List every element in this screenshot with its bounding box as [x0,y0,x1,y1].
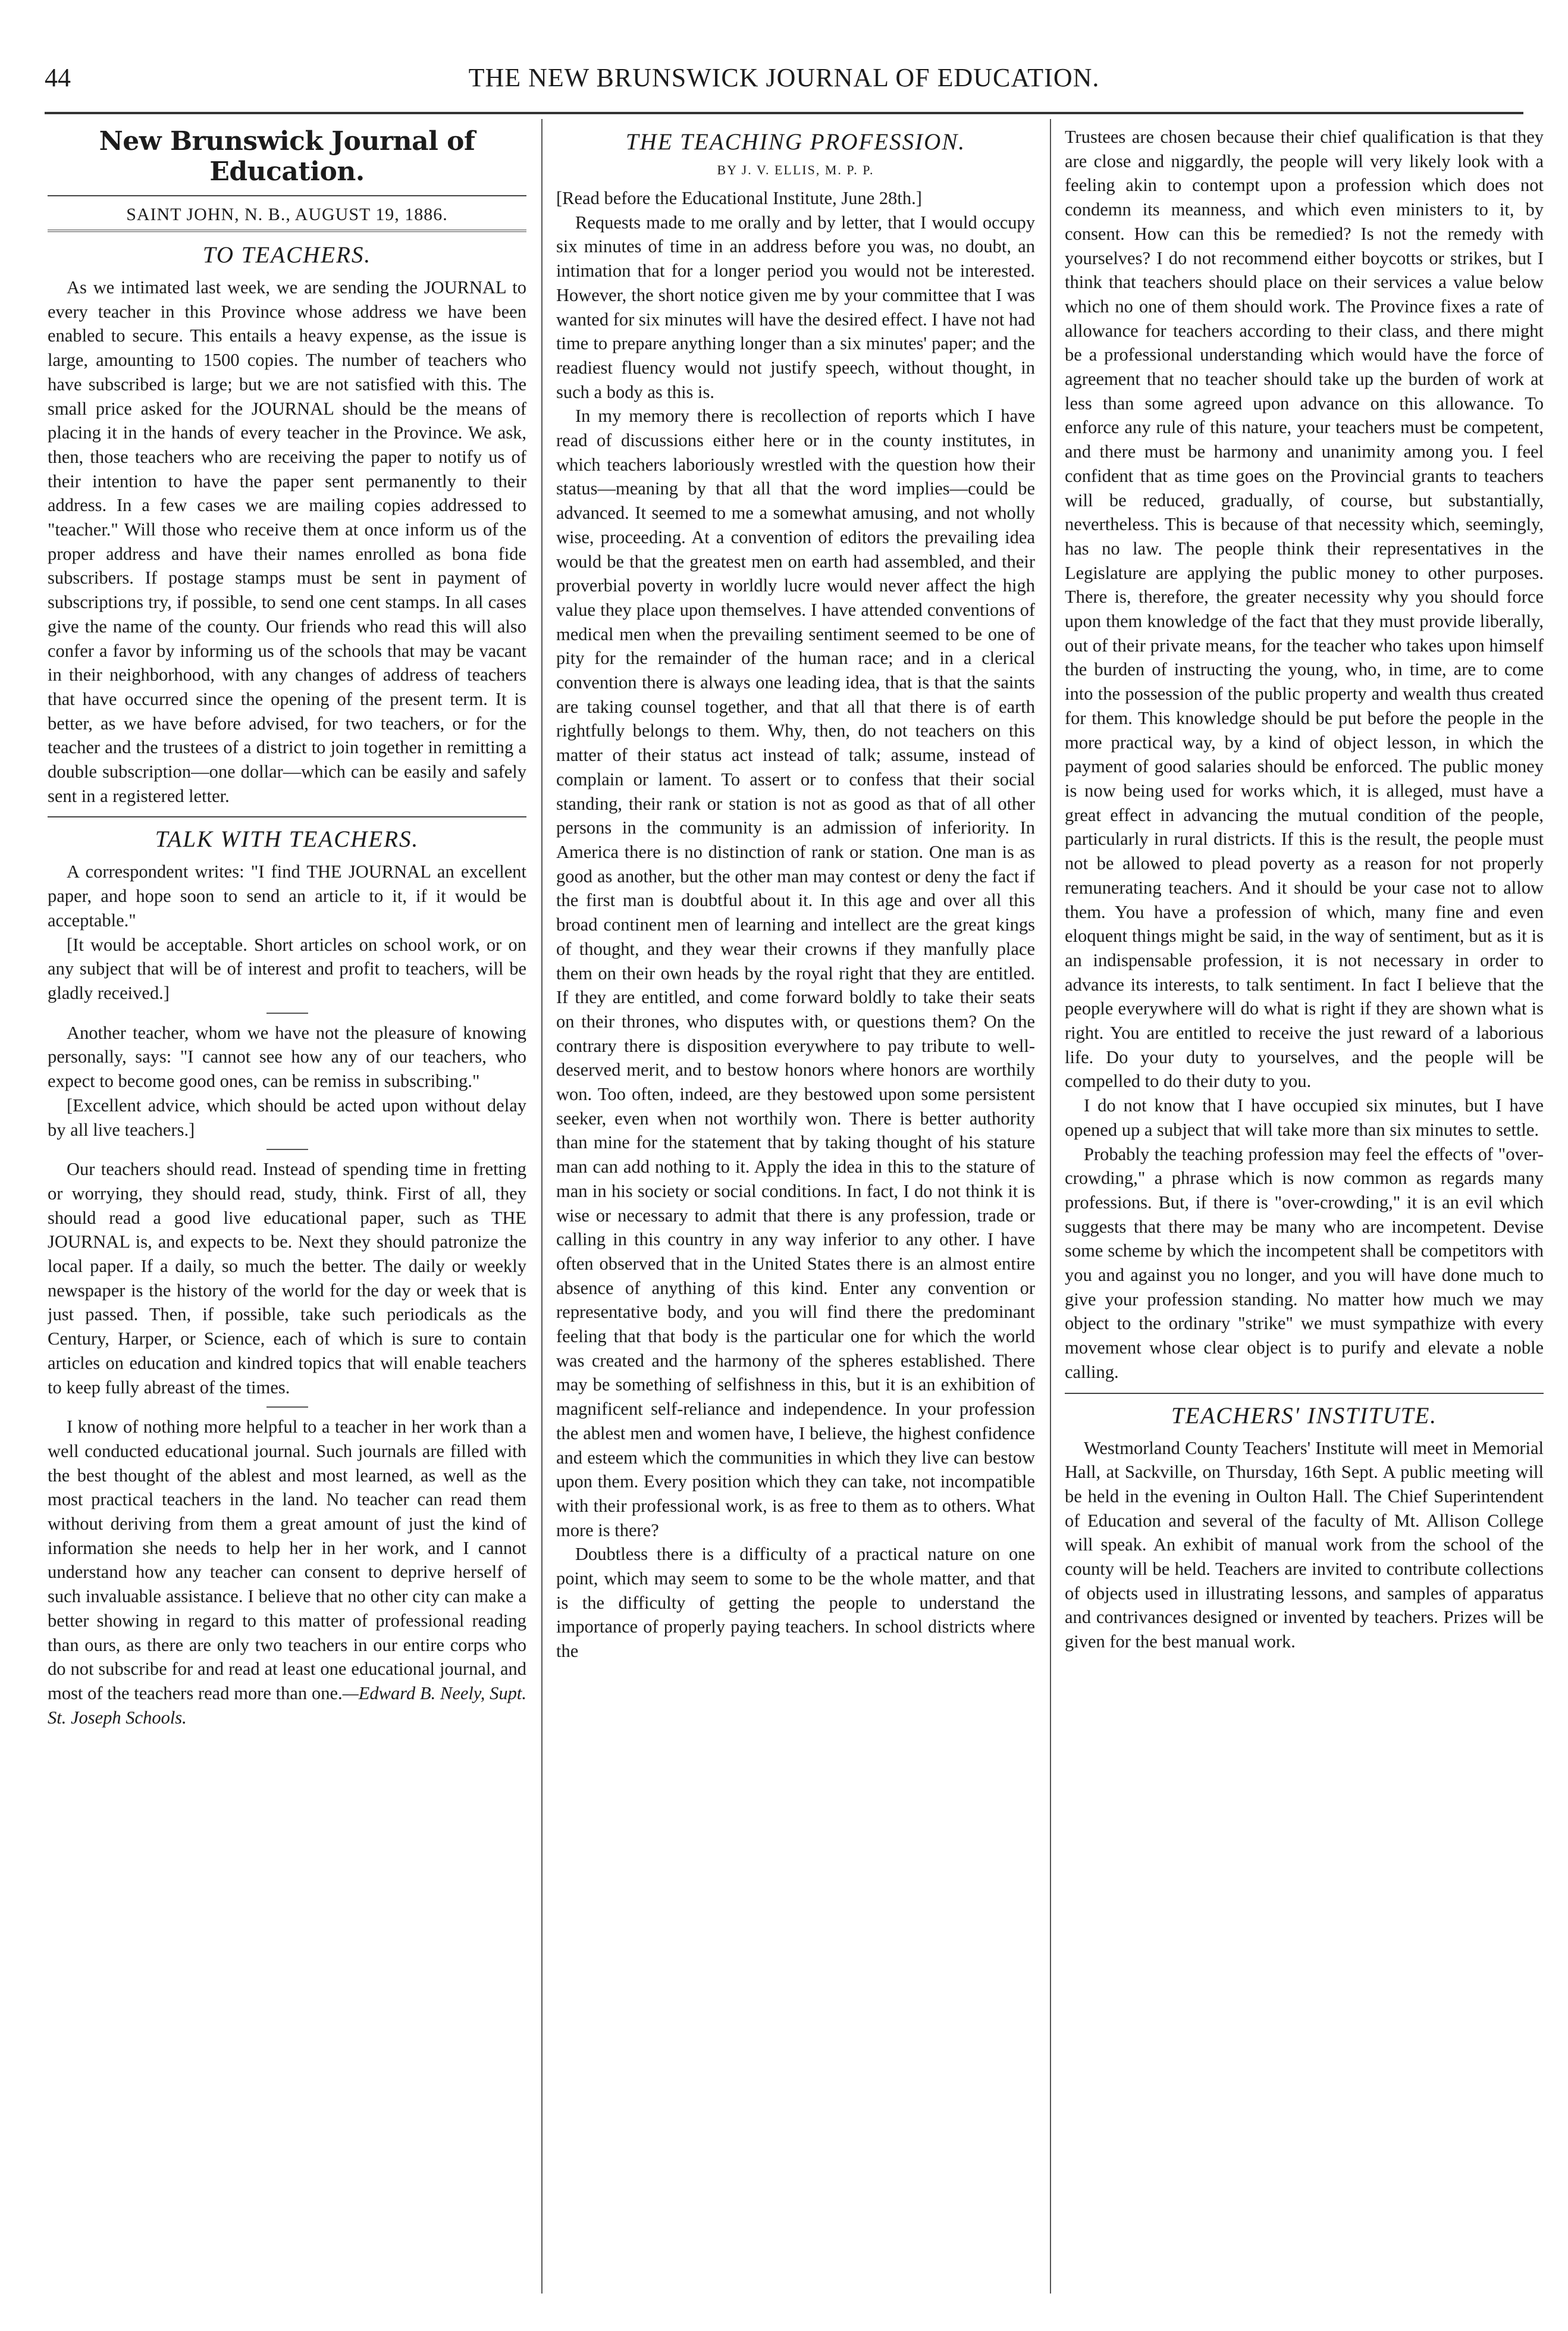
running-head [45,62,1523,104]
separator-rule [266,1149,308,1150]
article-paragraph: Requests made to me orally and by letter, that I would occupy six minutes of time in an address before you was, no doubt, an intimation that for a longer period you would not be interested. However, the short notice given me by your committee that I was wanted for six minutes will have the desired effect. I have not had time to prepare anything longer than a six minutes' paper; and the readiest fluency would not justify speech, without thought, in such a body as this is. [556,212,1035,402]
separator-rule [266,1406,308,1408]
article-paragraph: In my memory there is recollection of reports which I have read of discussions either here or in the county institutes, in which teachers laboriously wrestled with the question how their status—meaning by that all that the word implies—could be advanced. It seemed to me a somewhat amusing, and not wholly wise, proceeding. At a convention of editors the prevailing idea would be that the greatest men on earth had assembled, and their proverbial poverty in worldly lucre would never affect the high value they place upon themselves. I have attended conventions of medical men when the prevailing sentiment seemed to be one of pity for the remainder of the human race; and in a clerical convention there is always one leading idea, that is that the saints are taking counsel together, and that all that there is of earth rightfully belongs to them. Why, then, do not teachers on this matter of their status act instead of talk; assume, instead of complain or lament. To assert or to confess that their social standing, their rank or station is not as good as that of all other persons in the community is an admission of inferiority. In America there is no distinction of rank or station. One man is as good as another, but the other man may contest or deny the fact if the first man is doubtful about it. In this age and over all this broad continent men of learning and intellect are the great kings of thought, and they wear their crowns if they manfully place them on their own heads by the royal right that they are entitled. If they are entitled, and come forward boldly to take their seats on their thrones, who disputes with, or questions them? On the contrary there is disposition everywhere to pay tribute to well-deserved merit, and to bestow honors where honors are worthily won. Too often, indeed, are they bestowed upon some persistent seeker, even when not worthily won. There is better authority than mine for the statement that by taking thought of his stature man can add nothing to it. Apply the idea in this to the stature of man in his society or social conditions. In fact, I do not think it is wise or necessary to admit that there is any profession, trade or calling in this country in any way inferior to any other. I have often observed that in the United States there is an almost entire absence of anything of this kind. Enter any convention or representative body, and you will find there the predominant feeling that that body is the particular one for which the world was created and the harmony of the spheres established. There may be something of selfishness in this, but it is an exhibition of magnificent self-reliance and independence. In your profession the ablest men and women have, I believe, the highest confidence and esteem which the communities in which they live can bestow upon them. Every position which they can take, not incompatible with their professional work, is as free to them as to others. What more is there? [556,406,1035,1540]
read-note: [Read before the Educational Institute, June 28th.] [556,188,922,208]
dateline-rule [48,230,526,232]
article-paragraph: Trustees are chosen because their chief qualification is that they are close and niggardly, the people will very likely look with a feeling akin to contempt upon a profession which does not condemn its meanness, and which even ministers to it, by consent. How can this be remedied? Is not the remedy with yourselves? I do not recommend either boycotts or strikes, but I think that teachers should place on their services a value below which no one of them should work. The Province fixes a rate of allowance for teachers according to their class, and there might be a professional understanding which would have the force of agreement that no teacher should take up the burden of work at less than some agreed upon advance on this allowance. To enforce any rule of this nature, your teachers must be competent, and there must be harmony and unanimity among you. I feel confident that as time goes on the Provincial grants to teachers will be reduced, gradually, of course, but substantially, nevertheless. This is because of that necessity which, seemingly, has no law. The people think their representatives in the Legislature are applying the public money to other purposes. There is, therefore, the greater necessity why you should force upon them knowledge of the fact that they must provide liberally, out of their private means, for the teacher who takes upon himself the burden of instructing the young, who, in time, are to come into the possession of the public property and wealth thus created for them. This knowledge should be put before the people in the more practical way, by a kind of object lesson, in which the payment of good salaries should be enforced. The public money is now being used for works which, it is alleged, must have a great effect in advancing the mutual condition of the people, particularly in rural districts. If this is the result, the people must not be allowed to plead poverty as a reason for not properly remunerating teachers. And it should be your case not to allow them. You have a profession of which, many fine and even eloquent things might be said, in the way of sentiment, but as it is an indispensable profession, it is not necessary in order to advance its interests, to talk sentiment. In fact I believe that the people everywhere will do what is right if they are shown what is right. You are entitled to receive the just reward of a laborious life. Do your duty to yourselves, and the people will be compelled to do their duty to you. [1065,127,1544,1092]
column-divider [1050,119,1051,2294]
running-title: THE NEW BRUNSWICK JOURNAL OF EDUCATION. [468,63,1100,92]
article-paragraph: [Excellent advice, which should be acted upon without delay by all live teachers.] [48,1095,526,1140]
section-rule [48,816,526,817]
teachers-institute-heading: TEACHERS' INSTITUTE. [1171,1402,1438,1428]
column-divider [541,119,542,2294]
article-paragraph: [It would be acceptable. Short articles on school work, or on any subject that will be of interest and profit to teachers, will be gladly received.] [48,934,526,1003]
article-paragraph [48,1415,526,1730]
column-three [1065,125,1544,2291]
section-rule [1065,1393,1544,1394]
to-teachers-paragraph: As we intimated last week, we are sending the JOURNAL to every teacher in this Province whose address we have been enabled to secure. This entails a heavy expense, as the issue is large, amounting to 1500 copies. The number of teachers who have subscribed is large; but we are not satisfied with this. The small price asked for the JOURNAL should be the means of placing it in the hands of every teacher in the Province. We ask, then, those teachers who are receiving the paper to notify us of their intention to have the paper sent permanently to their address. In a few cases we are mailing copies addressed to "teacher." Will those who receive them at once inform us of the proper address and have their names enrolled as bona fide subscribers. If postage stamps must be sent in payment of subscriptions try, if possible, to send one cent stamps. In all cases give the name of the county. Our friends who read this will also confer a favor by informing us of the schools that may be vacant in their neighborhood, with any changes of address of teachers that have occurred since the opening of the present term. It is better, as we have before advised, for two teachers, or for the teacher and the trustees of a district to join together in remitting a double subscription—one dollar—which can be easily and safely sent in a registered letter. [48,277,526,806]
dateline: SAINT JOHN, N. B., AUGUST 19, 1886. [126,205,448,224]
byline: BY J. V. ELLIS, M. P. P. [717,162,874,177]
teaching-profession-heading: THE TEACHING PROFESSION. [625,129,966,155]
column-one [48,125,526,2291]
article-paragraph: Another teacher, whom we have not the pleasure of knowing personally, says: "I cannot see how any of our teachers, who expect to become good ones, can be remiss in subscribing." [48,1022,526,1092]
page-number: 44 [45,63,71,92]
masthead-rule [48,195,526,196]
talk-with-teachers-heading: TALK WITH TEACHERS. [155,826,419,853]
article-signature: —Edward B. Neely, Supt. St. Joseph Schools. [48,1683,526,1728]
article-paragraph: Probably the teaching profession may feel the effects of "over-crowding," a phrase which is now common as regards many professions. But, if there is "over-crowding," it is an evil which suggests that there may be many who are incompetent. Devise some scheme by which the incompetent shall be competitors with you and against you no longer, and you will have done much to give your profession standing. No matter how much we may object to the ordinary "strike" we must sympathize with every movement whose clear object is to purify and elevate a noble calling. [1065,1143,1544,1382]
article-paragraph: I do not know that I have occupied six minutes, but I have opened up a subject that will take more than six minutes to settle. [1065,1095,1544,1140]
column-two [556,125,1035,2291]
institute-paragraph: Westmorland County Teachers' Institute will meet in Memorial Hall, at Sackville, on Thursday, 16th Sept. A public meeting will be held in the evening in Oulton Hall. The Chief Superintendent of Education and several of the faculty of Mt. Allison College will speak. An exhibit of manual work from the school of the county will be held. Teachers are invited to contribute collections of objects used in illustrating lessons, and samples of apparatus and contrivances designed or invented by teachers. Prizes will be given for the best manual work. [1065,1437,1544,1652]
separator-rule [266,1013,308,1014]
masthead-title: New Brunswick Journal of Education. [99,126,475,187]
article-paragraph: Our teachers should read. Instead of spending time in fretting or worrying, they should read, study, think. First of all, they should read a good live educational paper, such as THE JOURNAL is, and expects to be. Next they should patronize the local paper. If a daily, so much the better. The daily or weekly newspaper is the history of the world for the day or week that is just passed. Then, if possible, take such periodicals as the Century, Harper, or Science, each of which is sure to contain articles on education and kindred topics that will enable teachers to keep fully abreast of the times. [48,1159,526,1398]
article-paragraph: A correspondent writes: "I find THE JOURNAL an excellent paper, and hope soon to send an article to it, if it would be acceptable." [48,861,526,930]
paragraph-text: I know of nothing more helpful to a teacher in her work than a well conducted educational journal. Such journals are filled with the best thought of the ablest and most learned, as well as the most practical teachers in the land. No teacher can read them without deriving from them a great amount of just the kind of information she needs to help her in her work, and I cannot understand how any teacher can consent to deprive herself of such invaluable assistance. I believe that no other city can make a better showing in regard to this matter of professional reading than ours, as there are only two teachers in our entire corps who do not subscribe for and read at least one educational journal, and most of the teachers read more than one. [48,1417,526,1703]
to-teachers-heading: TO TEACHERS. [202,242,372,268]
article-paragraph: Doubtless there is a difficulty of a practical nature on one point, which may seem to some to be the whole matter, and that is the difficulty of getting the people to understand the importance of properly paying teachers. In school districts where the [556,1544,1035,1662]
header-rule [45,112,1523,114]
